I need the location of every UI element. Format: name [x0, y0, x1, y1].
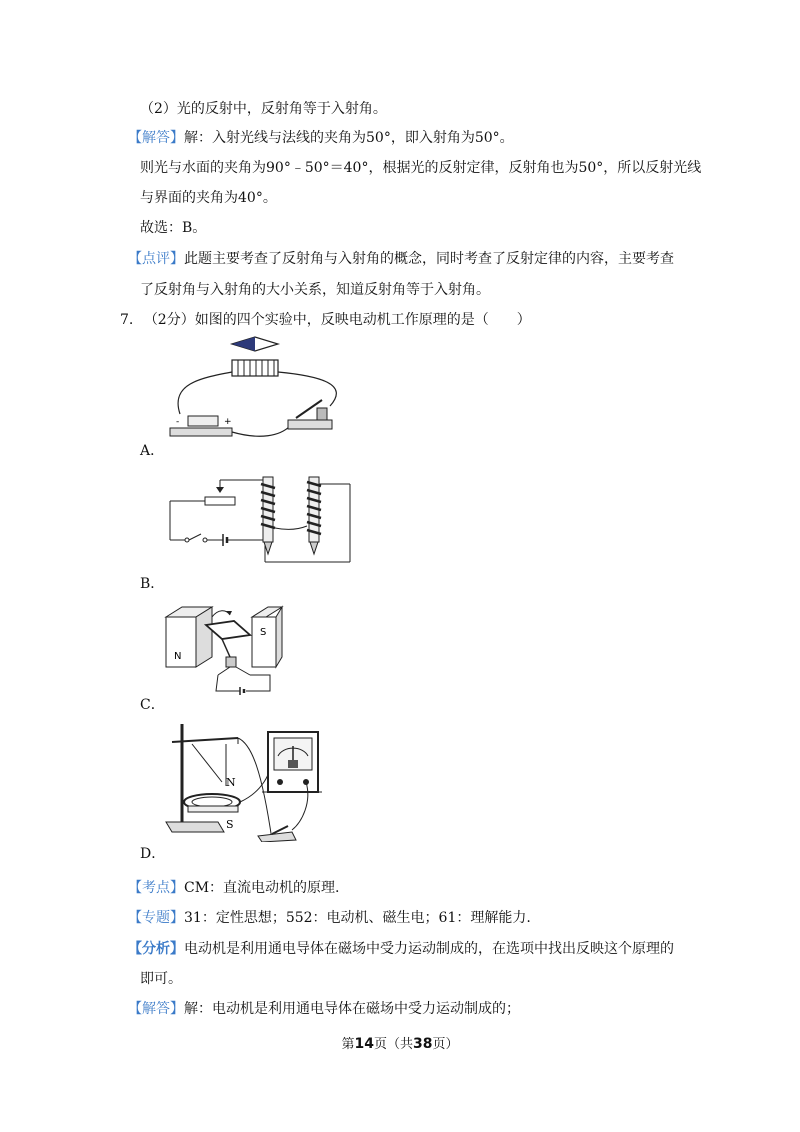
stand-base [166, 822, 224, 832]
answer-tag: 【解答】 [128, 130, 184, 146]
answer-cont-2: 与界面的夹角为40°。 [140, 190, 277, 206]
jieda-tag: 【解答】 [128, 1001, 184, 1017]
commutator [226, 657, 236, 667]
figure-b-electromagnets [165, 472, 355, 570]
wire-left [178, 372, 232, 414]
comment-tag: 【点评】 [128, 251, 184, 267]
wire-bottom [232, 426, 290, 436]
kaodian-tag: 【考点】 [128, 880, 184, 896]
comment-text: 此题主要考查了反射角与入射角的概念，同时考查了反射定律的内容，主要考查 [184, 251, 674, 267]
footer-total-pages: 38 [413, 1036, 433, 1052]
answer-cont-1: 则光与水面的夹角为90°﹣50°＝40°，根据光的反射定律，反射角也为50°，所以反射光线 [140, 160, 702, 176]
wire-right [278, 372, 336, 406]
pole-s-label-d: S [226, 818, 234, 831]
comment-cont: 了反射角与入射角的大小关系，知道反射角等于入射角。 [140, 282, 490, 298]
fenxi-line [128, 939, 674, 959]
switch-base [288, 420, 332, 429]
solenoid-coil [232, 360, 278, 376]
battery [188, 416, 218, 426]
question-number: 7. [120, 312, 134, 328]
option-a-label: A． [140, 443, 165, 459]
switch-contact [185, 538, 189, 542]
fenxi-tag: 【分析】 [128, 941, 184, 957]
fenxi-cont: 即可。 [140, 971, 182, 987]
svg-text:+: + [224, 417, 232, 427]
jieda-text: 解：电动机是利用通电导体在磁场中受力运动制成的； [184, 1001, 520, 1017]
kaodian-line [128, 878, 340, 898]
footer-pre: 第 [341, 1037, 355, 1052]
battery-base [170, 428, 232, 436]
pole-s-label: S [260, 627, 267, 638]
switch-lever [189, 534, 201, 540]
kaodian-text: CM：直流电动机的原理. [184, 880, 340, 896]
rheostat [205, 497, 235, 505]
svg-text:-: - [176, 417, 180, 427]
option-b-label: B． [140, 576, 165, 592]
fenxi-text: 电动机是利用通电导体在磁场中受力运动制成的，在选项中找出反映这个原理的 [184, 941, 674, 957]
pole-n-label: N [174, 651, 182, 662]
switch-base-d [258, 832, 296, 842]
zhuanti-tag: 【专题】 [128, 910, 184, 926]
zhuanti-line [128, 908, 531, 928]
choice-line: 故选：B。 [140, 220, 207, 236]
figure-d-galvanometer-induction [162, 722, 322, 842]
jieda-line [128, 999, 520, 1019]
compass-needle-dark-half [232, 337, 255, 351]
question-7 [120, 310, 531, 330]
magnet-s [252, 617, 276, 667]
comment-line [128, 249, 674, 269]
figure-c-motor-in-magnet [160, 605, 290, 695]
figure-a-solenoid-circuit [160, 336, 360, 446]
option-d-label: D． [140, 846, 166, 862]
question-text: （2分）如图的四个实验中，反映电动机工作原理的是（ ） [143, 312, 531, 328]
answer-line [128, 128, 514, 148]
page-footer [0, 1033, 800, 1052]
coil-loop [206, 621, 250, 639]
zhuanti-text: 31：定性思想；552：电动机、磁生电；61：理解能力. [184, 910, 531, 926]
pole-n-label-d: N [226, 776, 236, 789]
option-c-label: C． [140, 697, 165, 713]
footer-page-number: 14 [354, 1036, 374, 1052]
reflection-rule-line: （2）光的反射中，反射角等于入射角。 [140, 101, 387, 117]
wire-to-switch [238, 738, 272, 840]
answer-text: 解：入射光线与法线的夹角为50°，即入射角为50°。 [184, 130, 514, 146]
footer-post: 页） [432, 1037, 459, 1052]
footer-mid: 页（共 [373, 1037, 413, 1052]
